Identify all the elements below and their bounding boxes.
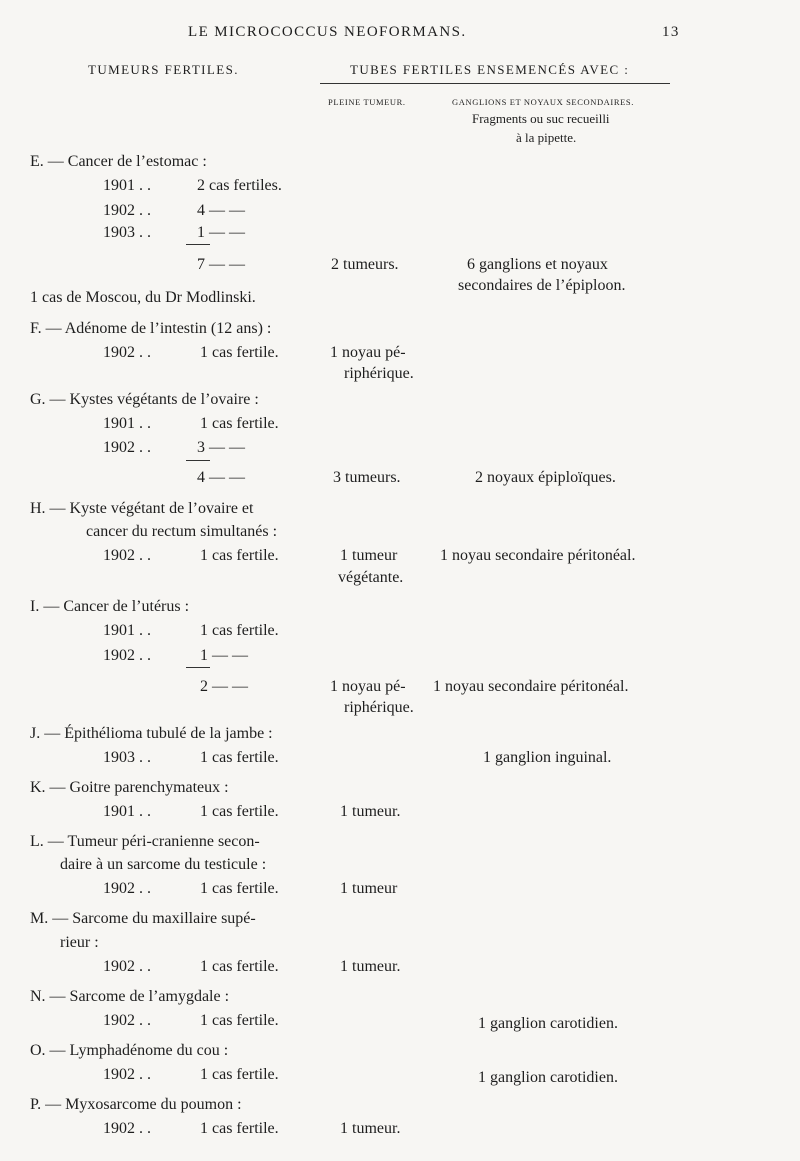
entry-e-sum-rule xyxy=(186,244,210,245)
entry-e-moscou: 1 cas de Moscou, du Dr Modlinski. xyxy=(30,289,256,306)
entry-g-year-1: 1901 . . xyxy=(103,415,151,432)
entry-o-year-1: 1902 . . xyxy=(103,1066,151,1083)
entry-e-value-3: 1 — — xyxy=(197,224,245,241)
entry-p-pleine: 1 tumeur. xyxy=(340,1120,401,1137)
entry-f-pleine-2: riphérique. xyxy=(344,365,414,382)
entry-h-title-2: cancer du rectum simultanés : xyxy=(86,523,278,540)
entry-e-pleine: 2 tumeurs. xyxy=(331,256,399,273)
entry-i-year-2: 1902 . . xyxy=(103,647,151,664)
entry-i-ganglions: 1 noyau secondaire péritonéal. xyxy=(433,678,629,695)
entry-g-total: 4 — — xyxy=(197,469,245,486)
entry-e-ganglions-2: secondaires de l’épiploon. xyxy=(458,277,626,294)
entry-h-title-1: H. — Kyste végétant de l’ovaire et xyxy=(30,500,254,517)
entry-g-year-2: 1902 . . xyxy=(103,439,151,456)
entry-j-title: J. — Épithélioma tubulé de la jambe : xyxy=(30,725,273,742)
entry-e-total: 7 — — xyxy=(197,256,245,273)
entry-k-title: K. — Goitre parenchymateux : xyxy=(30,779,229,796)
column-header-tubes: TUBES FERTILES ENSEMENCÉS AVEC : xyxy=(350,62,630,77)
entry-g-pleine: 3 tumeurs. xyxy=(333,469,401,486)
entry-h-pleine-1: 1 tumeur xyxy=(340,547,398,564)
entry-i-pleine-2: riphérique. xyxy=(344,699,414,716)
entry-i-title: I. — Cancer de l’utérus : xyxy=(30,598,190,615)
entry-m-title-1: M. — Sarcome du maxillaire supé- xyxy=(30,910,256,927)
entry-o-title: O. — Lymphadénome du cou : xyxy=(30,1042,229,1059)
entry-e-value-1: 2 cas fertiles. xyxy=(197,177,282,194)
entry-e-year-2: 1902 . . xyxy=(103,202,151,219)
entry-n-title: N. — Sarcome de l’amygdale : xyxy=(30,988,230,1005)
entry-h-value-1: 1 cas fertile. xyxy=(200,547,279,564)
column-header-fragments-2: à la pipette. xyxy=(516,130,577,145)
entry-l-pleine: 1 tumeur xyxy=(340,880,398,897)
entry-p-year-1: 1902 . . xyxy=(103,1120,151,1137)
entry-g-sum-rule xyxy=(186,460,210,461)
entry-g-value-2: 3 — — xyxy=(197,439,245,456)
entry-e-value-2: 4 — — xyxy=(197,202,245,219)
entry-k-year-1: 1901 . . xyxy=(103,803,151,820)
column-header-pleine: PLEINE TUMEUR. xyxy=(328,97,406,107)
entry-i-total: 2 — — xyxy=(200,678,248,695)
entry-n-year-1: 1902 . . xyxy=(103,1012,151,1029)
running-title: LE MICROCOCCUS NEOFORMANS. xyxy=(188,24,467,40)
entry-i-pleine-1: 1 noyau pé- xyxy=(330,678,406,695)
entry-l-title-2: daire à un sarcome du testicule : xyxy=(60,856,267,873)
entry-e-year-1: 1901 . . xyxy=(103,177,151,194)
entry-l-year-1: 1902 . . xyxy=(103,880,151,897)
entry-e-year-3: 1903 . . xyxy=(103,224,151,241)
entry-m-value-1: 1 cas fertile. xyxy=(200,958,279,975)
entry-j-year-1: 1903 . . xyxy=(103,749,151,766)
column-header-fragments-1: Fragments ou suc recueilli xyxy=(472,111,610,126)
entry-i-value-1: 1 cas fertile. xyxy=(200,622,279,639)
entry-j-ganglions: 1 ganglion inguinal. xyxy=(483,749,612,766)
entry-h-ganglions: 1 noyau secondaire péritonéal. xyxy=(440,547,636,564)
entry-o-value-1: 1 cas fertile. xyxy=(200,1066,279,1083)
entry-p-value-1: 1 cas fertile. xyxy=(200,1120,279,1137)
entry-g-value-1: 1 cas fertile. xyxy=(200,415,279,432)
page-number: 13 xyxy=(662,24,680,40)
entry-m-pleine: 1 tumeur. xyxy=(340,958,401,975)
header-rule xyxy=(320,83,670,84)
entry-h-pleine-2: végétante. xyxy=(338,569,404,586)
entry-h-year-1: 1902 . . xyxy=(103,547,151,564)
entry-l-value-1: 1 cas fertile. xyxy=(200,880,279,897)
entry-g-title: G. — Kystes végétants de l’ovaire : xyxy=(30,391,259,408)
entry-p-title: P. — Myxosarcome du poumon : xyxy=(30,1096,242,1113)
column-header-ganglions: GANGLIONS ET NOYAUX SECONDAIRES. xyxy=(452,97,634,107)
entry-k-value-1: 1 cas fertile. xyxy=(200,803,279,820)
entry-j-value-1: 1 cas fertile. xyxy=(200,749,279,766)
entry-m-year-1: 1902 . . xyxy=(103,958,151,975)
entry-i-value-2: 1 — — xyxy=(200,647,248,664)
entry-e-title: E. — Cancer de l’estomac : xyxy=(30,153,207,170)
entry-i-sum-rule xyxy=(186,667,210,668)
entry-f-pleine-1: 1 noyau pé- xyxy=(330,344,406,361)
entry-l-title-1: L. — Tumeur péri-cranienne secon- xyxy=(30,833,260,850)
entry-m-title-2: rieur : xyxy=(60,934,99,951)
entry-k-pleine: 1 tumeur. xyxy=(340,803,401,820)
column-header-tumeurs: TUMEURS FERTILES. xyxy=(88,62,239,77)
entry-n-value-1: 1 cas fertile. xyxy=(200,1012,279,1029)
entry-n-ganglions: 1 ganglion carotidien. xyxy=(478,1015,618,1032)
entry-f-title: F. — Adénome de l’intestin (12 ans) : xyxy=(30,320,272,337)
entry-o-ganglions: 1 ganglion carotidien. xyxy=(478,1069,618,1086)
entry-f-year-1: 1902 . . xyxy=(103,344,151,361)
entry-f-value-1: 1 cas fertile. xyxy=(200,344,279,361)
entry-e-ganglions-1: 6 ganglions et noyaux xyxy=(467,256,608,273)
entry-g-ganglions: 2 noyaux épiploïques. xyxy=(475,469,616,486)
entry-i-year-1: 1901 . . xyxy=(103,622,151,639)
